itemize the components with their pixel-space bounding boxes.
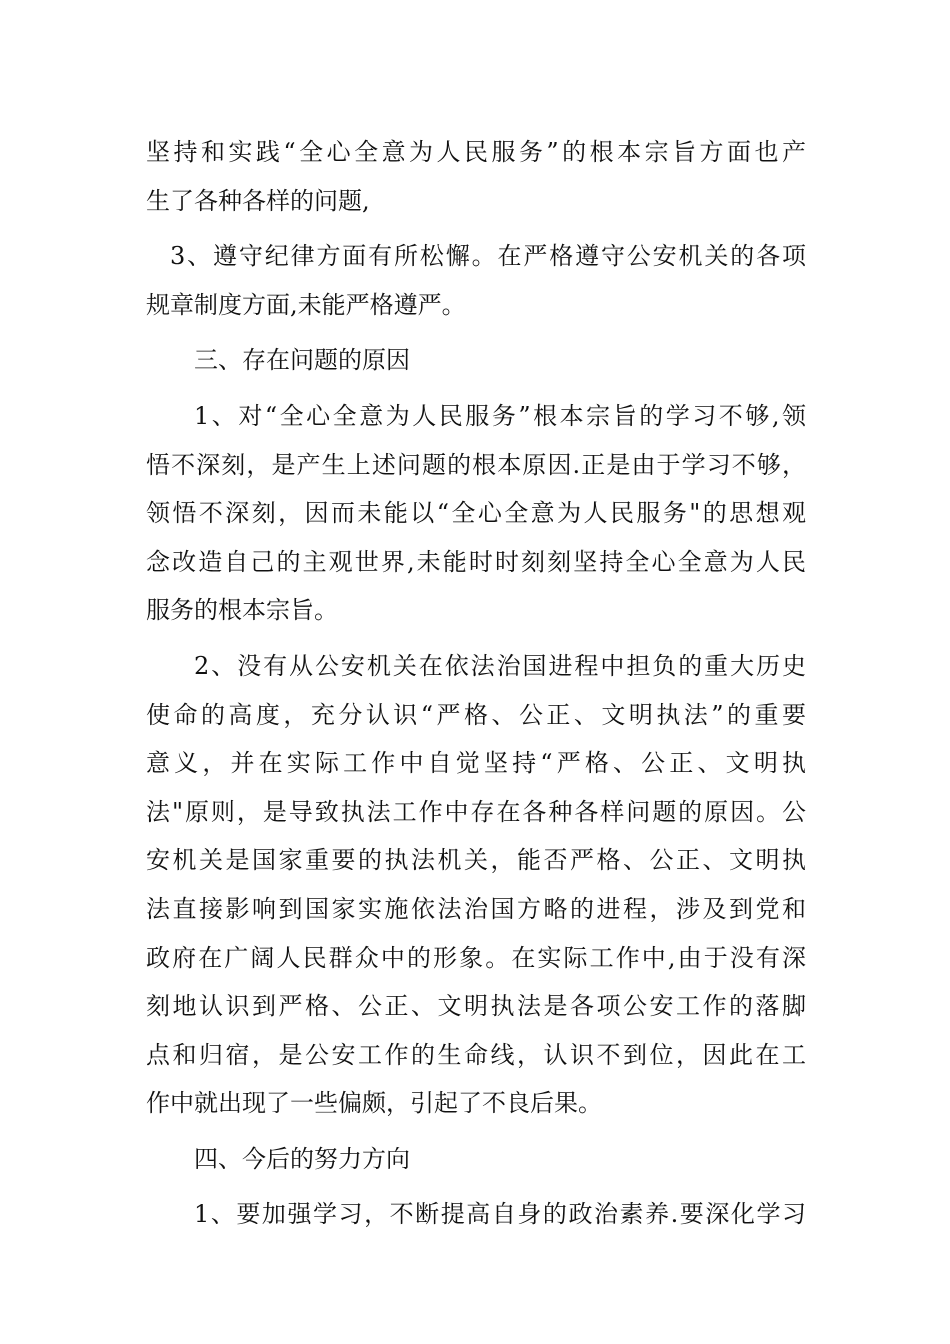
text-line: 意义，并在实际工作中自觉坚持“严格、公正、文明执 [146,749,806,778]
section-heading-direction: 四、今后的努力方向 [194,1144,410,1173]
text-line: 念改造自己的主观世界,未能时时刻刻坚持全心全意为人民 [146,547,806,576]
list-item-cause-1: 1、对“全心全意为人民服务”根本宗旨的学习不够,领 [194,401,806,430]
text-line: 使命的高度，充分认识“严格、公正、文明执法”的重要 [146,700,806,729]
section-heading-causes: 三、存在问题的原因 [194,346,410,375]
text-line: 安机关是国家重要的执法机关，能否严格、公正、文明执 [146,846,806,875]
text-line: 法"原则，是导致执法工作中存在各种各样问题的原因。公 [146,797,806,826]
text-line: 规章制度方面,未能严格遵严。 [146,290,466,319]
text-line: 法直接影响到国家实施依法治国方略的进程，涉及到党和 [146,894,806,923]
text-line: 服务的根本宗旨。 [146,596,338,625]
document-body [146,128,806,1239]
text-line: 政府在广阔人民群众中的形象。在实际工作中,由于没有深 [146,943,806,972]
text-line: 生了各种各样的问题, [146,186,370,215]
text-line: 点和归宿，是公安工作的生命线，认识不到位，因此在工 [146,1040,806,1069]
text-line: 刻地认识到严格、公正、文明执法是各项公安工作的落脚 [146,992,806,1021]
list-item-direction-1: 1、要加强学习，不断提高自身的政治素养.要深化学习 [194,1200,806,1229]
list-item-cause-2: 2、没有从公安机关在依法治国进程中担负的重大历史 [194,651,806,680]
text-line: 悟不深刻，是产生上述问题的根本原因.正是由于学习不够， [146,450,806,479]
text-line: 坚持和实践“全心全意为人民服务”的根本宗旨方面也产 [146,138,806,166]
text-line: 作中就出现了一些偏颇，引起了不良后果。 [146,1089,602,1118]
text-line: 领悟不深刻，因而未能以“全心全意为人民服务"的思想观 [146,499,806,528]
list-item-discipline: 3、遵守纪律方面有所松懈。在严格遵守公安机关的各项 [170,242,806,271]
